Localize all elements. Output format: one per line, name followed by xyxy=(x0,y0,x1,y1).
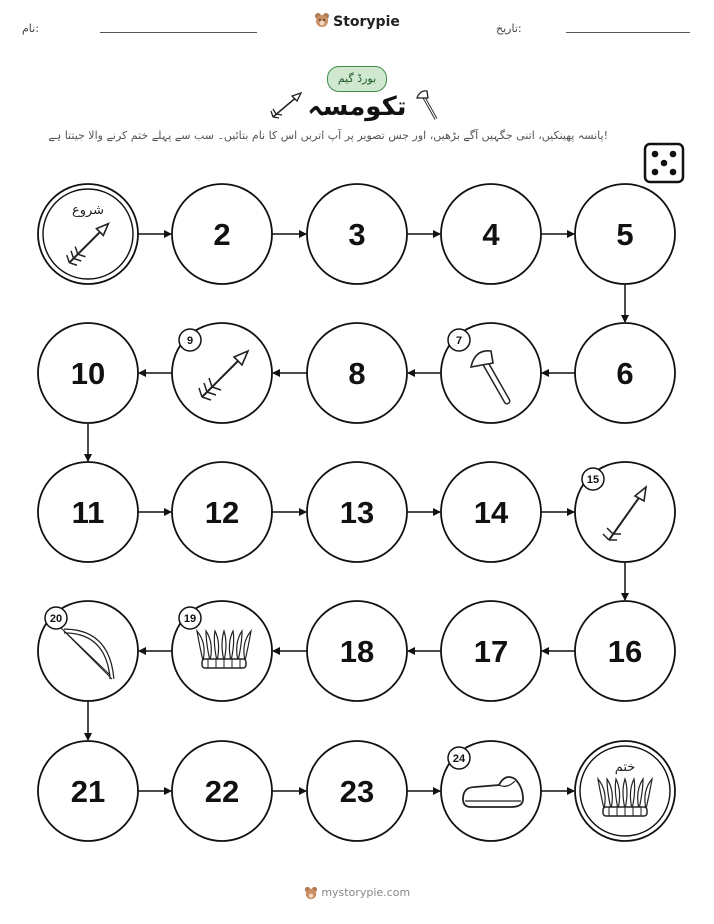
space-number: 4 xyxy=(482,217,500,252)
start-label: شروع xyxy=(71,203,105,218)
board-space-19[interactable] xyxy=(172,601,272,701)
board-space-15[interactable] xyxy=(575,462,675,562)
space-number: 10 xyxy=(70,356,106,391)
board-space-7[interactable] xyxy=(441,323,541,423)
space-number: 5 xyxy=(616,217,634,252)
space-number-badge xyxy=(179,607,201,629)
space-number: 14 xyxy=(473,495,509,530)
board-game-badge: بورڈ گیم xyxy=(327,66,387,92)
board-space-23[interactable] xyxy=(307,741,407,841)
board-space-4[interactable] xyxy=(441,184,541,284)
svg-text:20: 20 xyxy=(49,613,63,625)
date-label: تاریخ: xyxy=(496,22,522,35)
svg-text:24: 24 xyxy=(452,753,466,765)
board-space-9[interactable] xyxy=(172,323,272,423)
board-space-18[interactable] xyxy=(307,601,407,701)
space-number: 18 xyxy=(339,634,375,669)
space-number-badge xyxy=(448,329,470,351)
board-space-16[interactable] xyxy=(575,601,675,701)
board-space-3[interactable] xyxy=(307,184,407,284)
board-space-2[interactable] xyxy=(172,184,272,284)
board-space-12[interactable] xyxy=(172,462,272,562)
board-space-21[interactable] xyxy=(38,741,138,841)
page-title: تکومسہ xyxy=(307,92,407,122)
space-number: 3 xyxy=(348,217,366,252)
space-number: 16 xyxy=(607,634,643,669)
bear-logo-icon xyxy=(304,886,322,899)
board-space-20[interactable] xyxy=(38,601,138,701)
board-space-11[interactable] xyxy=(38,462,138,562)
brand-name: Storypie xyxy=(333,14,400,30)
board-space-24[interactable] xyxy=(441,741,541,841)
board-space-6[interactable] xyxy=(575,323,675,423)
footer-site: mystorypie.com xyxy=(321,886,411,899)
space-number: 11 xyxy=(71,495,105,530)
name-label: نام: xyxy=(22,22,39,35)
board-space-8[interactable] xyxy=(307,323,407,423)
board-space-10[interactable] xyxy=(38,323,138,423)
space-number: 13 xyxy=(339,495,375,530)
space-number-badge xyxy=(582,468,604,490)
space-number: 22 xyxy=(204,774,240,809)
board-space-22[interactable] xyxy=(172,741,272,841)
space-number: 2 xyxy=(213,217,231,252)
space-number: 21 xyxy=(70,774,106,809)
space-number: 17 xyxy=(473,634,509,669)
svg-text:19: 19 xyxy=(183,613,197,625)
space-number-badge xyxy=(179,329,201,351)
board-space-13[interactable] xyxy=(307,462,407,562)
svg-text:7: 7 xyxy=(455,335,463,347)
svg-text:15: 15 xyxy=(586,474,600,486)
space-number: 6 xyxy=(616,356,634,391)
board-space-5[interactable] xyxy=(575,184,675,284)
space-number: 23 xyxy=(339,774,375,809)
svg-text:9: 9 xyxy=(186,335,194,347)
board-space-14[interactable] xyxy=(441,462,541,562)
footer xyxy=(0,886,714,900)
space-number-badge xyxy=(45,607,67,629)
board-space-17[interactable] xyxy=(441,601,541,701)
space-number: 12 xyxy=(204,495,240,530)
board-space-25[interactable] xyxy=(575,741,675,841)
space-number: 8 xyxy=(348,356,366,391)
finish-label: ختم xyxy=(614,760,636,775)
board-space-1[interactable] xyxy=(38,184,138,284)
space-number-badge xyxy=(448,747,470,769)
instructions-text: پانسہ پھینکیں، اتنی جگہیں آگے بڑھیں، اور جس تصویر پر آپ اتریں اس کا نام بتائیں۔ سب سے پہلے ختم کرنے والا جیتتا ہے! xyxy=(48,129,608,142)
